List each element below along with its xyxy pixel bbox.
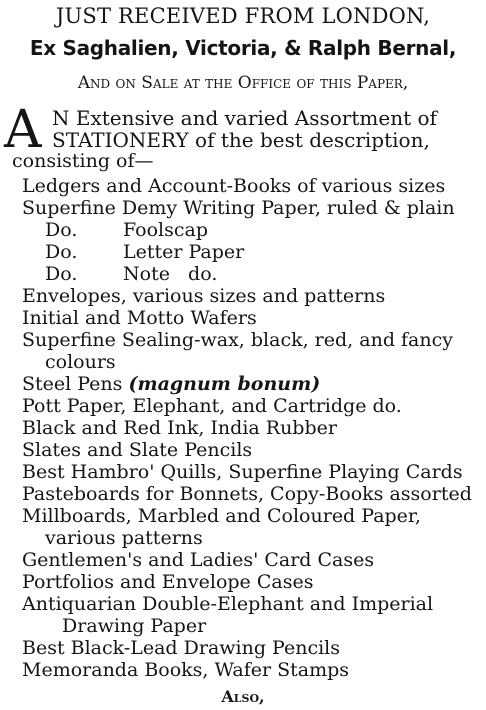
list-item: Antiquarian Double-Elephant and Imperial — [22, 593, 434, 615]
list-item: Initial and Motto Wafers — [22, 307, 257, 329]
list-item-continuation: Drawing Paper — [62, 615, 207, 637]
list-item: Millboards, Marbled and Coloured Paper, — [22, 505, 421, 527]
intro-line-2: STATIONERY of the best description, — [52, 128, 430, 152]
list-item: Foolscap — [123, 219, 208, 241]
list-item: Superfine Sealing-wax, black, red, and fancy — [22, 329, 453, 351]
list-item-continuation: colours — [45, 351, 116, 373]
heading-on-sale: And on Sale at the Office of this Paper, — [77, 73, 409, 93]
list-item: Slates and Slate Pencils — [22, 439, 253, 461]
list-item-emphasis: (magnum bonum) — [128, 373, 321, 395]
list-item: Memoranda Books, Wafer Stamps — [22, 659, 350, 681]
list-item — [22, 375, 320, 394]
list-item: Best Black-Lead Drawing Pencils — [22, 637, 341, 659]
heading-ship-names: Ex Saghalien, Victoria, & Ralph Bernal, — [29, 36, 457, 60]
heading-just-received: JUST RECEIVED FROM LONDON, — [55, 4, 431, 28]
list-item: Note do. — [123, 263, 218, 285]
list-item: Black and Red Ink, India Rubber — [22, 417, 337, 439]
list-item: Superfine Demy Writing Paper, ruled & plain — [22, 197, 455, 219]
list-item: Pasteboards for Bonnets, Copy-Books assorted — [22, 483, 472, 505]
list-item: Letter Paper — [123, 241, 245, 263]
list-item: Envelopes, various sizes and patterns — [22, 285, 386, 307]
footer-also: Also, — [221, 687, 265, 706]
intro-line-3: consisting of— — [12, 150, 154, 172]
list-item: Best Hambro' Quills, Superfine Playing Cards — [22, 461, 463, 483]
list-item: Portfolios and Envelope Cases — [22, 571, 314, 593]
list-item-ditto: Do. — [45, 241, 78, 263]
list-item-ditto: Do. — [45, 219, 78, 241]
list-item-text: Steel Pens — [22, 373, 123, 395]
list-item-ditto: Do. — [45, 263, 78, 285]
list-item-continuation: various patterns — [45, 527, 203, 549]
drop-cap: A — [4, 100, 42, 160]
list-item: Pott Paper, Elephant, and Cartridge do. — [22, 395, 402, 417]
intro-line-1: N Extensive and varied Assortment of — [52, 106, 437, 130]
list-item: Ledgers and Account-Books of various sizes — [22, 175, 446, 197]
list-item: Gentlemen's and Ladies' Card Cases — [22, 549, 375, 571]
